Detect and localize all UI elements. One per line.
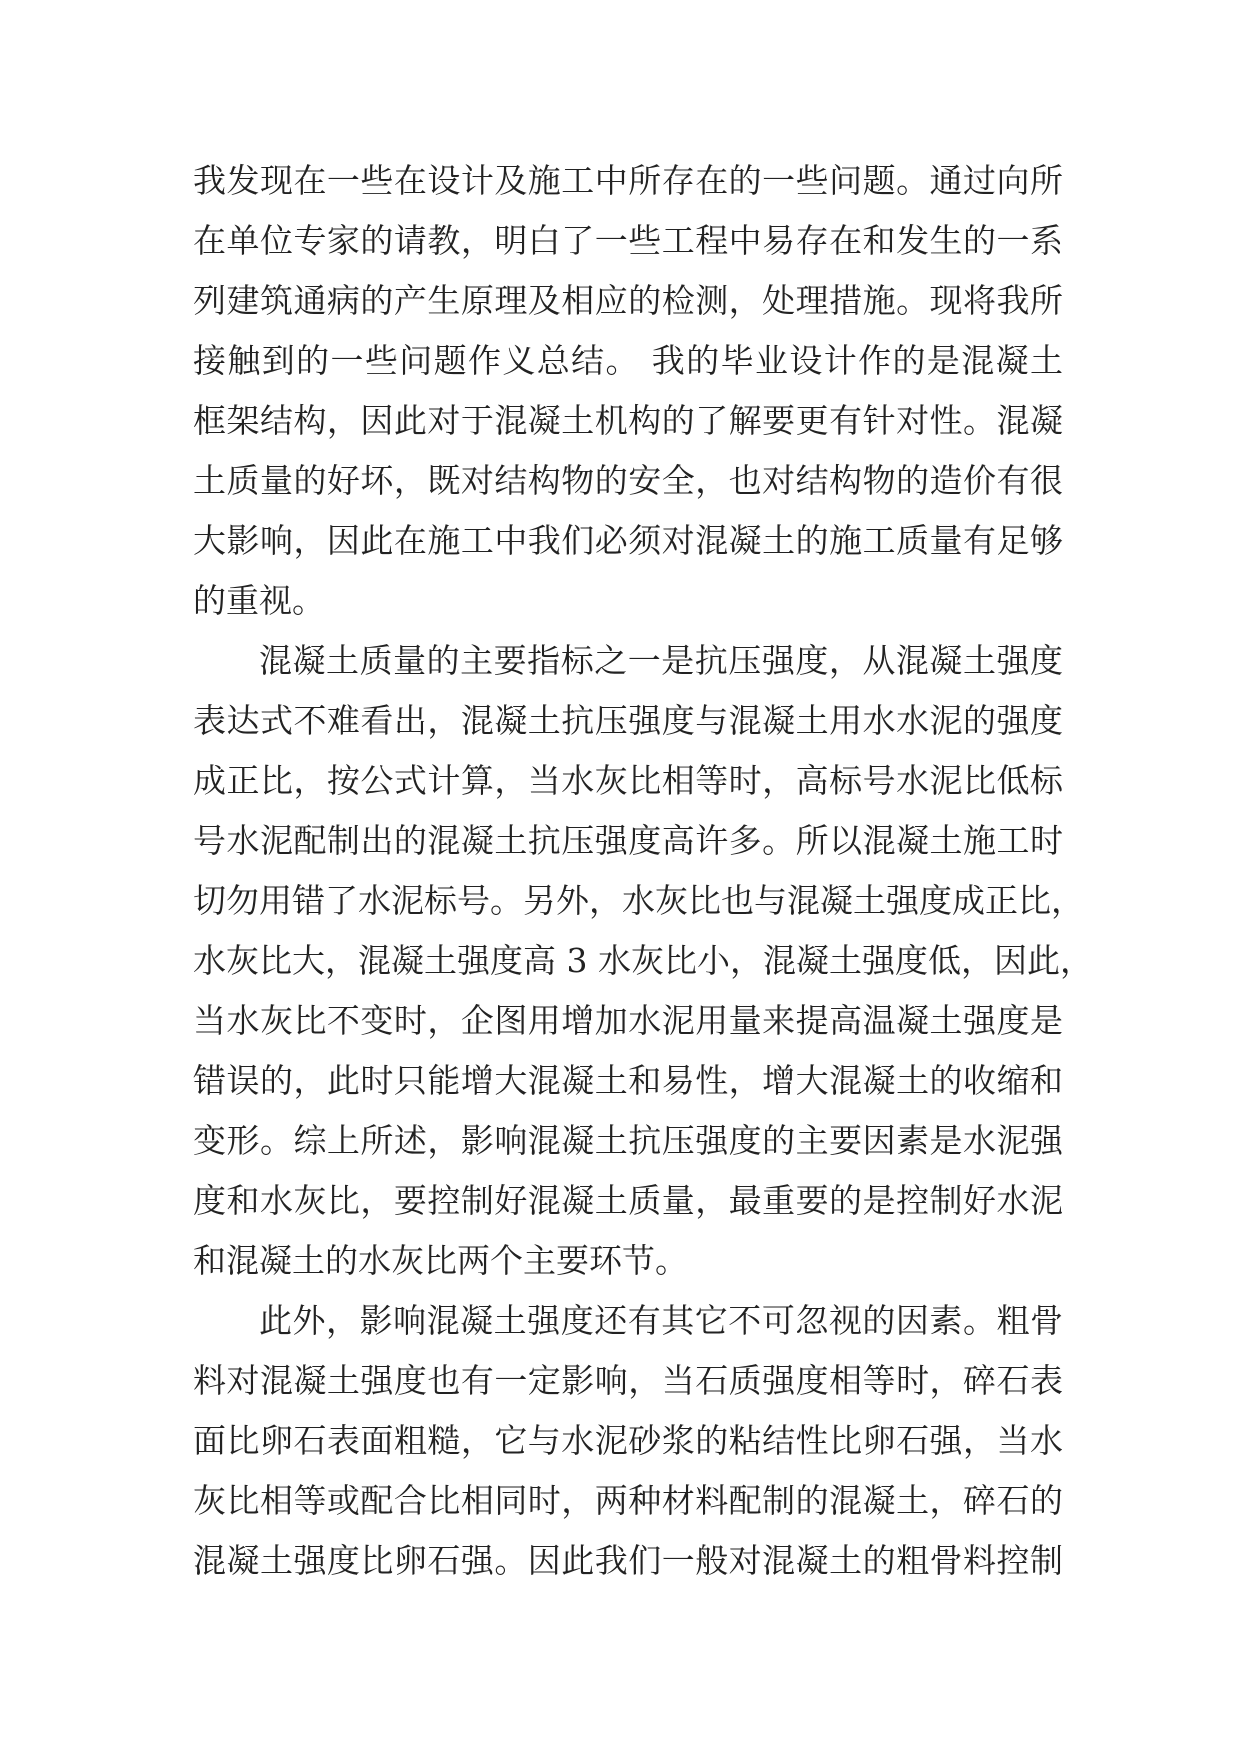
paragraph-2-line-5: 切勿用错了水泥标号。另外，水灰比也与混凝土强度成正比， — [193, 881, 1084, 920]
document-body — [193, 161, 1093, 1601]
paragraph-2-line-2: 表达式不难看出，混凝土抗压强度与混凝土用水水泥的强度 — [193, 701, 1063, 740]
paragraph-1-line-5: 框架结构，因此对于混凝土机构的了解要更有针对性。混凝 — [193, 401, 1063, 440]
paragraph-1-line-3: 列建筑通病的产生原理及相应的检测，处理措施。现将我所 — [193, 281, 1063, 320]
paragraph-3-line-1: 此外，影响混凝土强度还有其它不可忽视的因素。粗骨 — [259, 1301, 1063, 1340]
paragraph-2-line-4: 号水泥配制出的混凝土抗压强度高许多。所以混凝土施工时 — [193, 821, 1063, 860]
paragraph-1-line-6: 土质量的好坏，既对结构物的安全，也对结构物的造价有很 — [193, 461, 1063, 500]
paragraph-1-line-8: 的重视。 — [193, 581, 325, 620]
paragraph-2-line-11: 和混凝土的水灰比两个主要环节。 — [193, 1241, 688, 1280]
paragraph-2-line-9: 变形。综上所述，影响混凝土抗压强度的主要因素是水泥强 — [193, 1121, 1063, 1160]
paragraph-2-line-1: 混凝土质量的主要指标之一是抗压强度，从混凝土强度 — [259, 641, 1063, 680]
paragraph-3-line-2: 料对混凝土强度也有一定影响，当石质强度相等时，碎石表 — [193, 1361, 1063, 1400]
paragraph-2-line-6: 水灰比大，混凝土强度高 3 水灰比小，混凝土强度低，因此， — [193, 941, 1093, 980]
paragraph-2-line-10: 度和水灰比，要控制好混凝土质量，最重要的是控制好水泥 — [193, 1181, 1063, 1220]
paragraph-2-line-8: 错误的，此时只能增大混凝土和易性，增大混凝土的收缩和 — [193, 1061, 1063, 1100]
paragraph-1-line-1: 我发现在一些在设计及施工中所存在的一些问题。通过向所 — [193, 161, 1063, 200]
paragraph-2-line-3: 成正比，按公式计算，当水灰比相等时，高标号水泥比低标 — [193, 761, 1063, 800]
paragraph-1-line-7: 大影响，因此在施工中我们必须对混凝土的施工质量有足够 — [193, 521, 1063, 560]
paragraph-3-line-4: 灰比相等或配合比相同时，两种材料配制的混凝土，碎石的 — [193, 1481, 1063, 1520]
paragraph-2-line-7: 当水灰比不变时，企图用增加水泥用量来提高温凝土强度是 — [193, 1001, 1063, 1040]
paragraph-1-line-2: 在单位专家的请教，明白了一些工程中易存在和发生的一系 — [193, 221, 1063, 260]
paragraph-3-line-3: 面比卵石表面粗糙，它与水泥砂浆的粘结性比卵石强，当水 — [193, 1421, 1063, 1460]
paragraph-1-line-4: 接触到的一些问题作义总结。 我的毕业设计作的是混凝土 — [193, 341, 1063, 380]
paragraph-3-line-5: 混凝土强度比卵石强。因此我们一般对混凝土的粗骨料控制 — [193, 1541, 1063, 1580]
